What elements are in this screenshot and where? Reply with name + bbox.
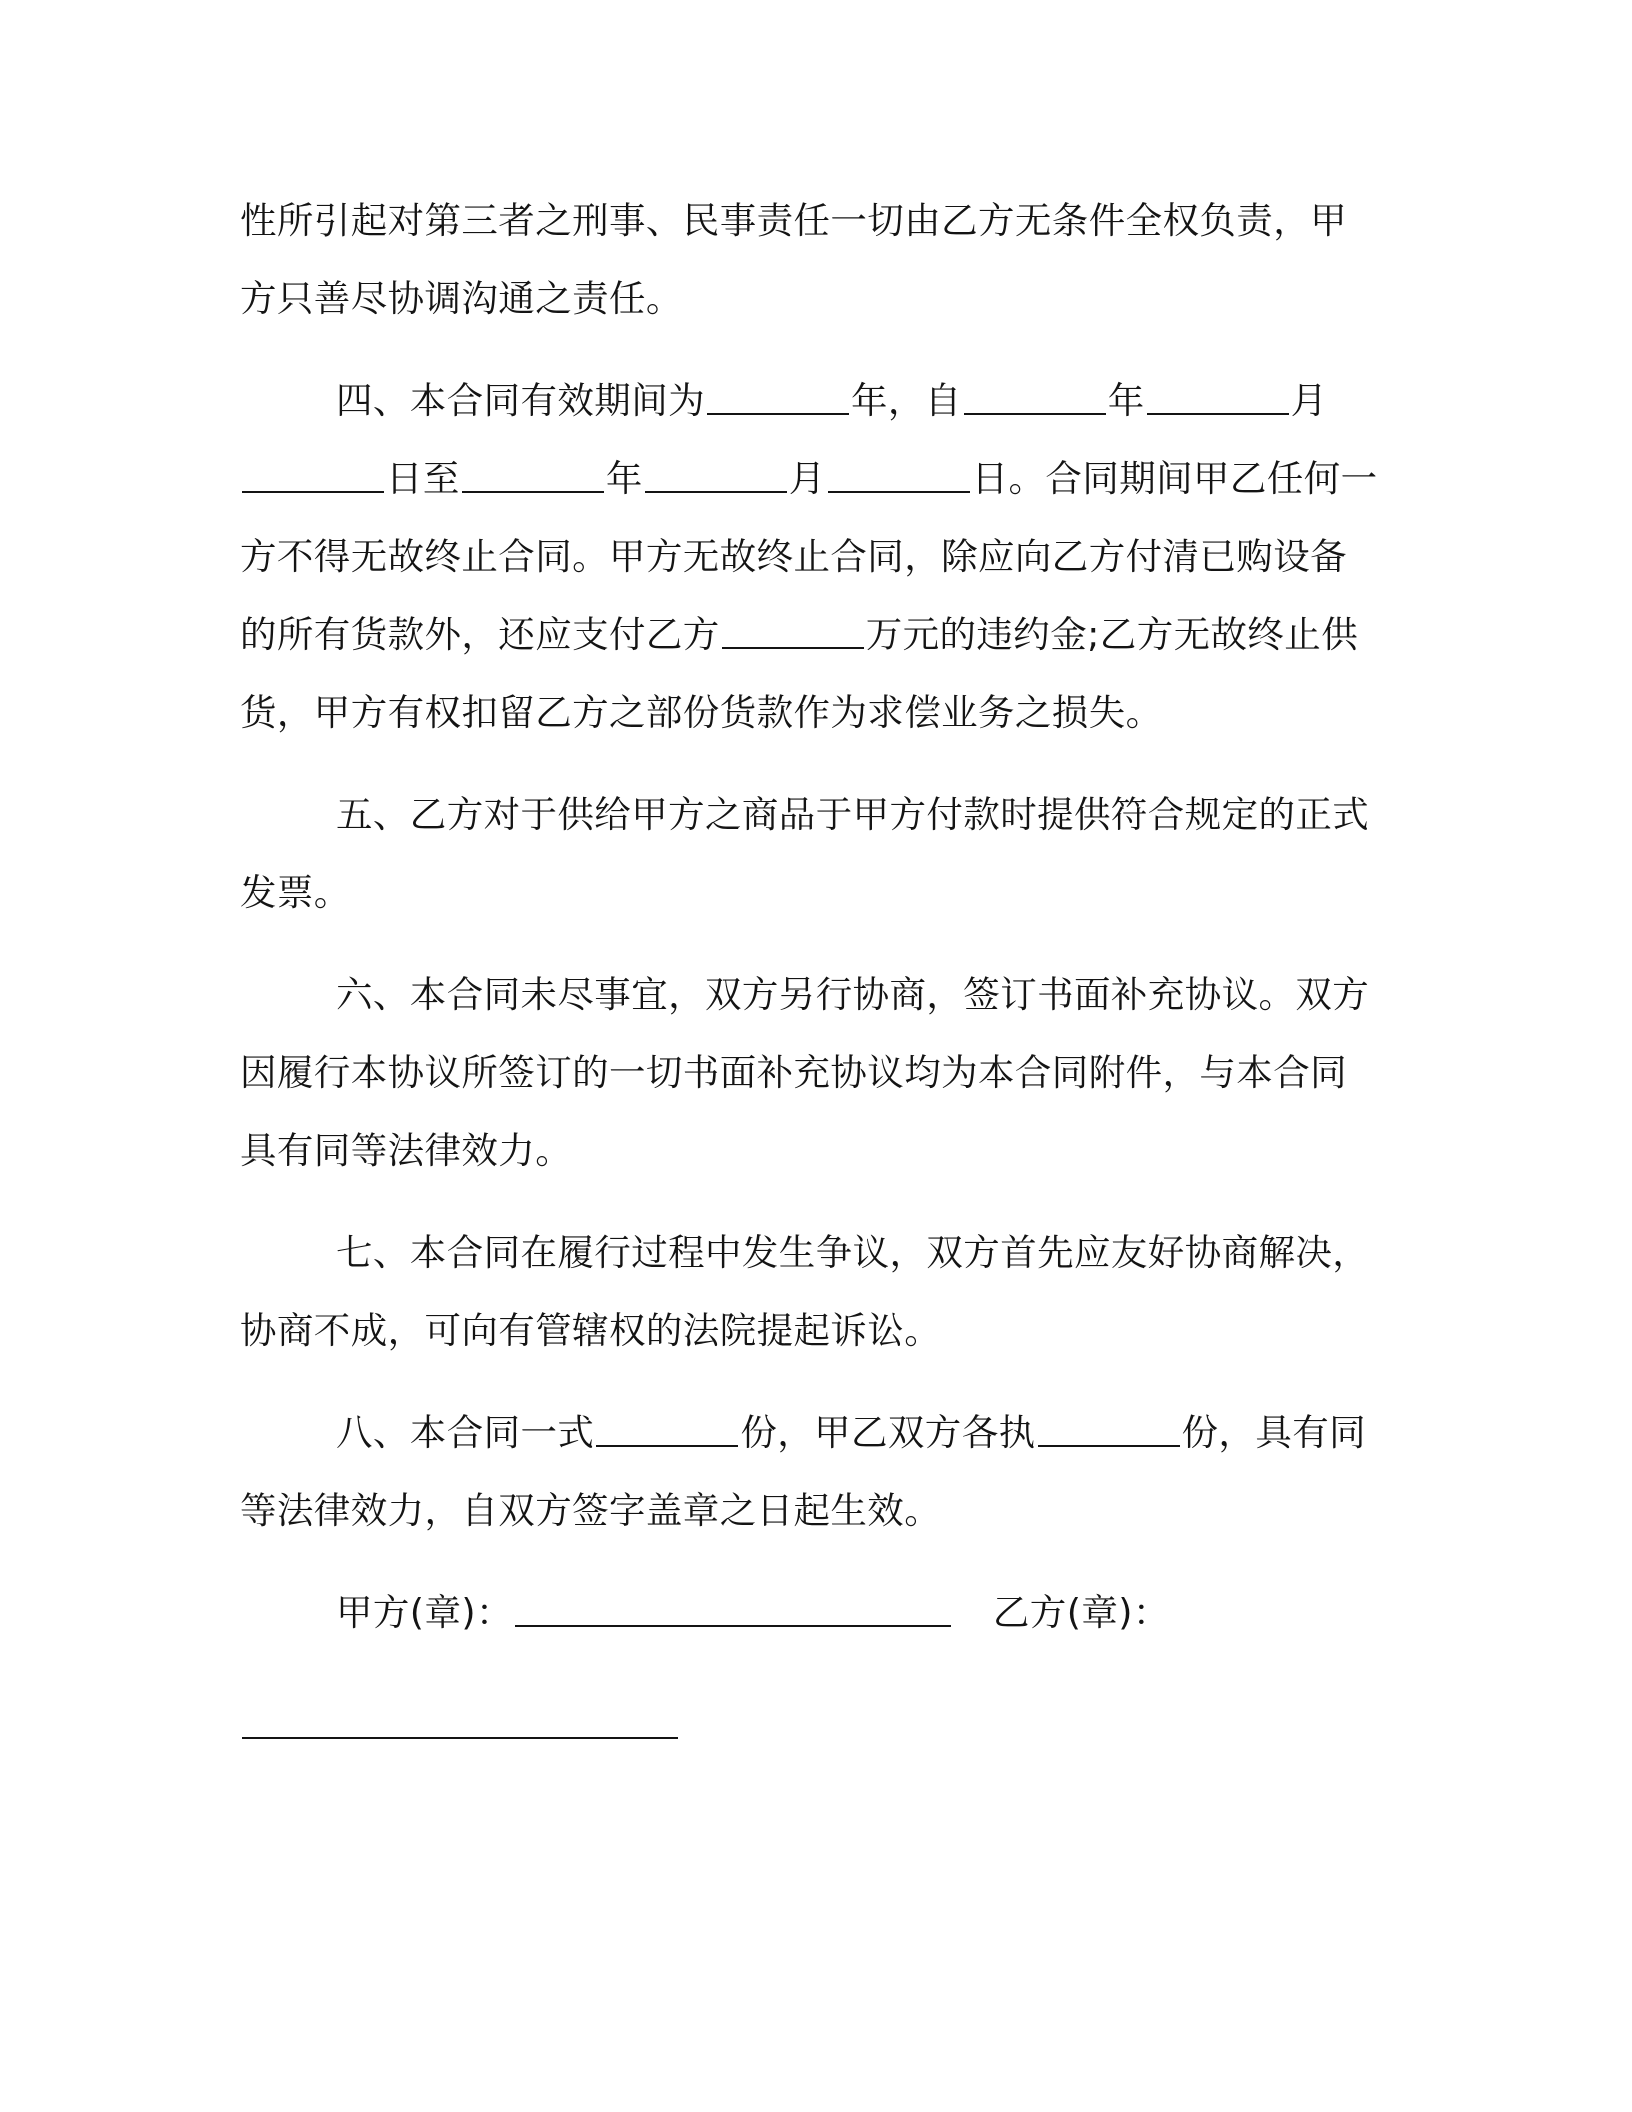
- text-line: 七、本合同在履行过程中发生争议，双方首先应友好协商解决，: [336, 1231, 1370, 1274]
- clause-5: [240, 776, 1390, 932]
- text-segment: 年: [1107, 379, 1145, 422]
- text-line: 因履行本协议所签订的一切书面补充协议均为本合同附件，与本合同: [240, 1051, 1347, 1094]
- party-b-signature-line[interactable]: [242, 1707, 678, 1739]
- clause-4: [240, 362, 1390, 752]
- text-segment: 的所有货款外，还应支付乙方: [240, 613, 720, 656]
- text-line: 六、本合同未尽事宜，双方另行协商，签订书面补充协议。双方: [336, 973, 1370, 1016]
- fill-blank[interactable]: [1038, 1415, 1180, 1447]
- fill-blank[interactable]: [1147, 383, 1289, 415]
- text-line: 方只善尽协调沟通之责任。: [240, 277, 683, 320]
- text-line: [240, 440, 1390, 518]
- party-b-seal-label: 乙方(章)：: [992, 1591, 1170, 1634]
- text-line: 方不得无故终止合同。甲方无故终止合同，除应向乙方付清已购设备: [240, 535, 1347, 578]
- text-segment: 四、本合同有效期间为: [336, 379, 705, 422]
- text-segment: 八、本合同一式: [336, 1411, 595, 1454]
- fill-blank[interactable]: [828, 461, 970, 493]
- fill-blank[interactable]: [707, 383, 849, 415]
- text-segment: 日。合同期间甲乙任何一: [971, 457, 1378, 500]
- clause-6: [240, 956, 1390, 1190]
- fill-blank[interactable]: [596, 1415, 738, 1447]
- fill-blank[interactable]: [722, 617, 864, 649]
- text-segment: 份，甲乙双方各执: [740, 1411, 1036, 1454]
- fill-blank[interactable]: [645, 461, 787, 493]
- text-segment: 日至: [386, 457, 460, 500]
- text-segment: 年，自: [851, 379, 962, 422]
- fill-blank[interactable]: [462, 461, 604, 493]
- signature-block: [240, 1574, 1390, 1764]
- fill-blank[interactable]: [964, 383, 1106, 415]
- text-line: [240, 362, 1390, 440]
- text-segment: 份，具有同: [1181, 1411, 1367, 1454]
- text-line: 协商不成，可向有管辖权的法院提起诉讼。: [240, 1309, 942, 1352]
- clause-8: [240, 1394, 1390, 1550]
- text-segment: 万元的违约金;乙方无故终止供: [865, 613, 1359, 656]
- party-a-signature-line[interactable]: [515, 1595, 951, 1627]
- text-line: 具有同等法律效力。: [240, 1129, 573, 1172]
- text-line: 性所引起对第三者之刑事、民事责任一切由乙方无条件全权负责，甲: [240, 199, 1347, 242]
- party-a-seal-label: 甲方(章)：: [336, 1591, 513, 1634]
- fill-blank[interactable]: [242, 461, 384, 493]
- text-segment: 月: [788, 457, 826, 500]
- text-line: 五、乙方对于供给甲方之商品于甲方付款时提供符合规定的正式: [336, 793, 1370, 836]
- contract-body: [240, 182, 1390, 1788]
- clause-3-continuation: [240, 182, 1390, 338]
- clause-7: [240, 1214, 1390, 1370]
- text-segment: 年: [605, 457, 643, 500]
- signature-row: [240, 1574, 1390, 1652]
- text-segment: 月: [1290, 379, 1328, 422]
- text-line: 发票。: [240, 871, 351, 914]
- text-line: 货，甲方有权扣留乙方之部份货款作为求偿业务之损失。: [240, 691, 1163, 734]
- signature-row: [240, 1686, 1390, 1764]
- text-line: [240, 596, 1390, 674]
- text-line: 等法律效力，自双方签字盖章之日起生效。: [240, 1489, 942, 1532]
- text-line: [240, 1394, 1390, 1472]
